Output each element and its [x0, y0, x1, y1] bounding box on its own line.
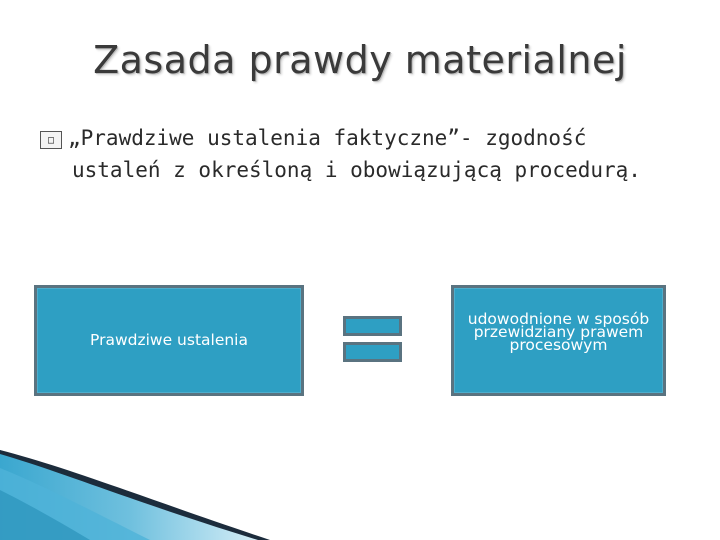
right-box-line-2: przewidziany prawem [473, 323, 644, 341]
equals-sign-icon [343, 316, 402, 336]
slide-title: Zasada prawdy materialnej [93, 38, 627, 82]
right-box-line-1: udowodnione w sposób [467, 310, 650, 328]
right-box-label [456, 310, 661, 356]
corner-swoosh-decoration [0, 450, 720, 540]
right-box [451, 285, 666, 396]
bullet-line-2: ustaleń z określoną i obowiązującą procedurą. [72, 158, 641, 182]
bullet-item [40, 122, 700, 186]
left-box [34, 285, 304, 396]
left-box-label: Prawdziwe ustalenia [90, 331, 248, 349]
right-box-line-3: procesowym [509, 336, 608, 354]
bullet-box-icon: □ [40, 131, 62, 149]
equals-sign-icon-lower-bar [343, 342, 402, 362]
bullet-line-1: „Prawdziwe ustalenia faktyczne”- zgodność [68, 126, 587, 150]
